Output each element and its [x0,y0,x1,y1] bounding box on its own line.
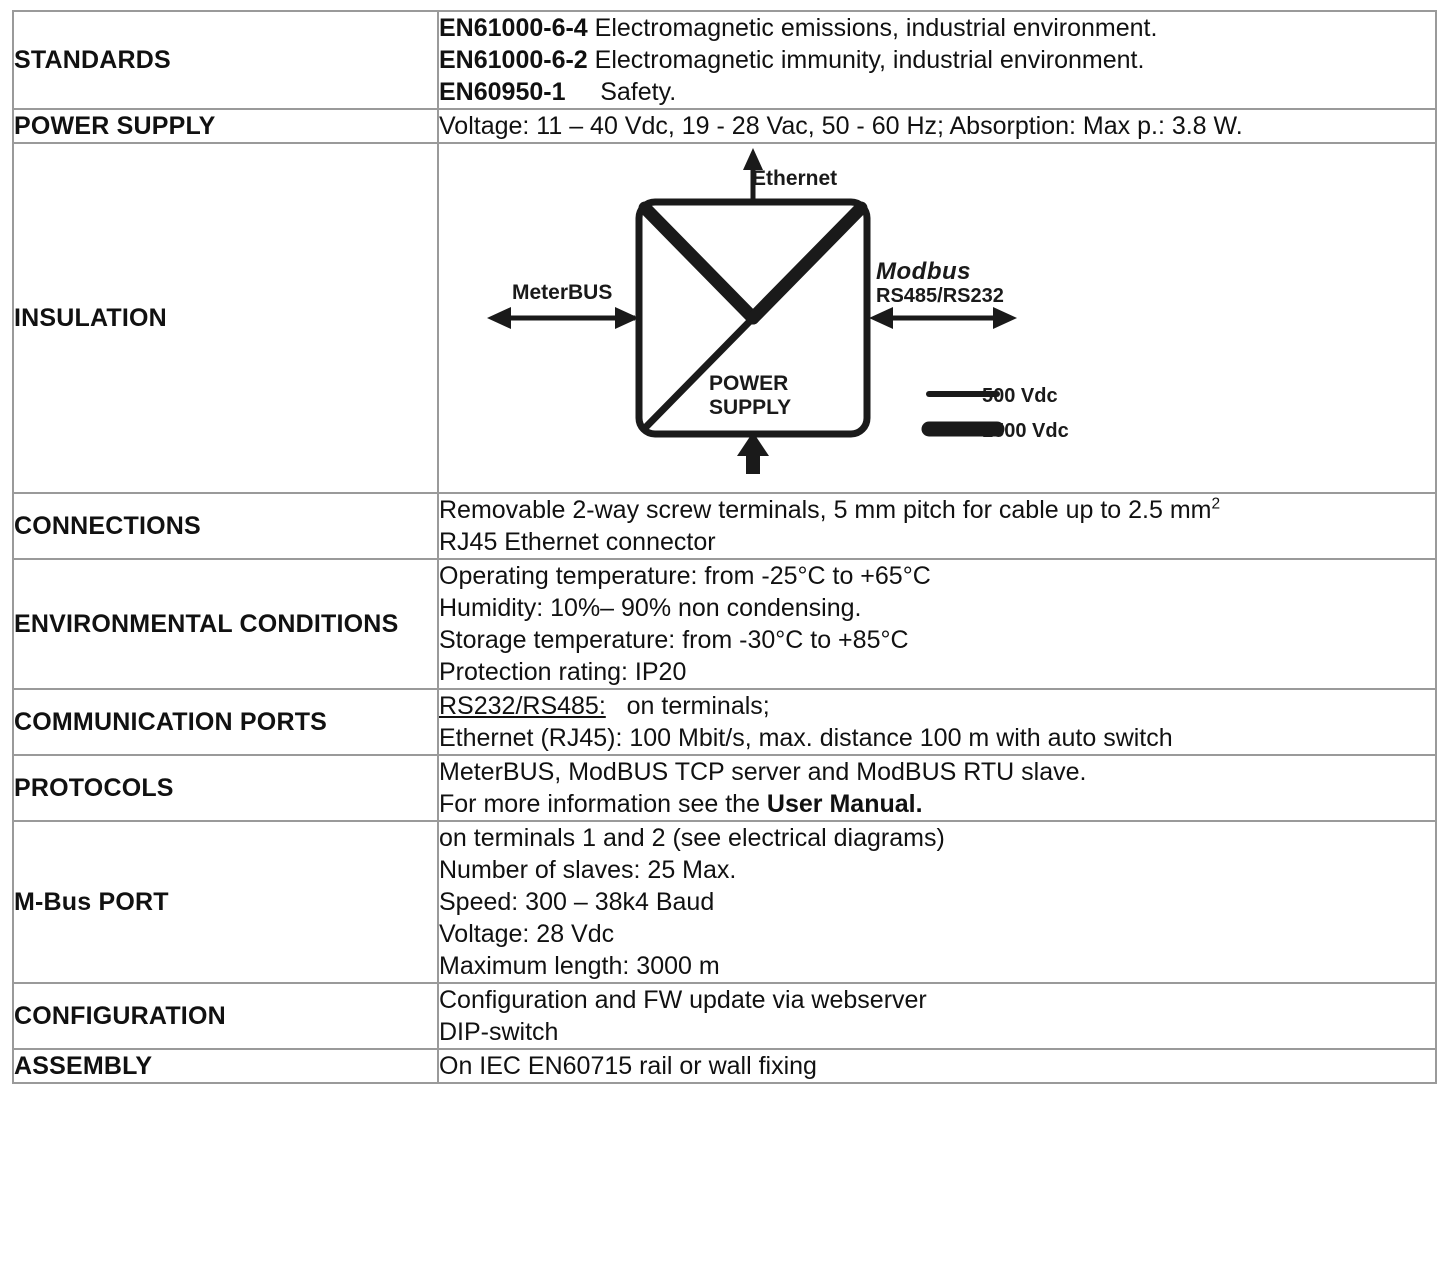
row-value-connections [438,493,1436,559]
row-label-standards: STANDARDS [13,11,438,109]
environmental-line-2: Humidity: 10%– 90% non condensing. [439,594,862,622]
power-supply-line-1: Voltage: 11 – 40 Vdc, 19 - 28 Vac, 50 - 60 Hz; Absorption: Max p.: 3.8 W. [439,112,1243,140]
standard-desc: Electromagnetic immunity, industrial environment. [587,46,1145,74]
configuration-line-2: DIP-switch [439,1018,559,1046]
row-label-connections: CONNECTIONS [13,493,438,559]
table-row [13,1049,1436,1083]
row-label-assembly: ASSEMBLY [13,1049,438,1083]
modbus-arrow-head-right [993,307,1017,329]
diagram-label-ethernet: Ethernet [752,167,838,190]
row-value-protocols [438,755,1436,821]
standard-code: EN61000-6-2 [439,46,588,74]
mbus-line-3: Speed: 300 – 38k4 Baud [439,888,715,916]
row-label-power-supply: POWER SUPPLY [13,109,438,143]
meterbus-arrow-head-left [487,307,511,329]
configuration-line-1: Configuration and FW update via webserver [439,986,927,1014]
row-value-mbus-port [438,821,1436,983]
connections-line-1 [439,494,1435,526]
connections-line-2: RJ45 Ethernet connector [439,528,716,556]
row-label-protocols: PROTOCOLS [13,755,438,821]
mbus-line-1: on terminals 1 and 2 (see electrical diagrams) [439,824,945,852]
meterbus-arrow-head-right [615,307,639,329]
table-row [13,559,1436,689]
mbus-line-4: Voltage: 28 Vdc [439,920,615,948]
table-row [13,143,1436,493]
row-label-environmental-conditions: ENVIRONMENTAL CONDITIONS [13,559,438,689]
standards-line-2 [439,44,1435,76]
diagram-label-meterbus: MeterBUS [512,281,613,304]
standards-line-1 [439,12,1435,44]
row-label-insulation: INSULATION [13,143,438,493]
environmental-line-4: Protection rating: IP20 [439,658,687,686]
row-value-standards [438,11,1436,109]
user-manual-reference: User Manual. [766,790,923,818]
row-value-power-supply [438,109,1436,143]
row-value-environmental-conditions [438,559,1436,689]
standard-desc: Safety. [565,78,677,106]
standard-code: EN60950-1 [439,78,566,106]
row-label-communication-ports: COMMUNICATION PORTS [13,689,438,755]
table-row [13,11,1436,109]
diagram-label-modbus-sub: RS485/RS232 [876,285,1004,307]
row-label-mbus-port: M-Bus PORT [13,821,438,983]
standard-code: EN61000-6-4 [439,14,588,42]
communication-port-detail: on terminals; [605,692,770,720]
table-row [13,983,1436,1049]
row-value-insulation [438,143,1436,493]
connections-text: Removable 2-way screw terminals, 5 mm pitch for cable up to 2.5 mm [439,496,1212,524]
protocols-line-2 [439,788,1435,820]
power-label-line-2: SUPPLY [709,395,792,419]
row-value-communication-ports [438,689,1436,755]
row-label-configuration: CONFIGURATION [13,983,438,1049]
table-row [13,109,1436,143]
diagram-legend-label-500: 500 Vdc [982,385,1058,407]
standards-line-3 [439,76,1435,108]
communication-port-name: RS232/RS485: [439,692,606,720]
specifications-table [12,10,1437,1084]
communication-line-1 [439,690,1435,722]
row-value-assembly [438,1049,1436,1083]
environmental-line-1: Operating temperature: from -25°C to +65°C [439,562,931,590]
diagram-legend-label-1500: 1500 Vdc [982,420,1069,442]
protocols-text: For more information see the [439,790,767,818]
communication-line-2: Ethernet (RJ45): 100 Mbit/s, max. distance 100 m with auto switch [439,724,1173,752]
diagram-label-power-supply [709,372,791,419]
mbus-line-2: Number of slaves: 25 Max. [439,856,737,884]
table-row [13,755,1436,821]
power-label-line-1: POWER [709,372,789,395]
table-row [13,493,1436,559]
standard-desc: Electromagnetic emissions, industrial environment. [587,14,1158,42]
modbus-arrow-head-left [869,307,893,329]
insulation-diagram [439,144,1435,492]
mbus-line-5: Maximum length: 3000 m [439,952,720,980]
protocols-line-1: MeterBUS, ModBUS TCP server and ModBUS RTU slave. [439,758,1087,786]
environmental-line-3: Storage temperature: from -30°C to +85°C [439,626,909,654]
table-row [13,821,1436,983]
connections-superscript: 2 [1211,495,1221,513]
table-row [13,689,1436,755]
table-body [13,11,1436,1083]
row-value-configuration [438,983,1436,1049]
diagram-label-modbus: Modbus [876,258,971,285]
assembly-line-1: On IEC EN60715 rail or wall fixing [439,1052,817,1080]
